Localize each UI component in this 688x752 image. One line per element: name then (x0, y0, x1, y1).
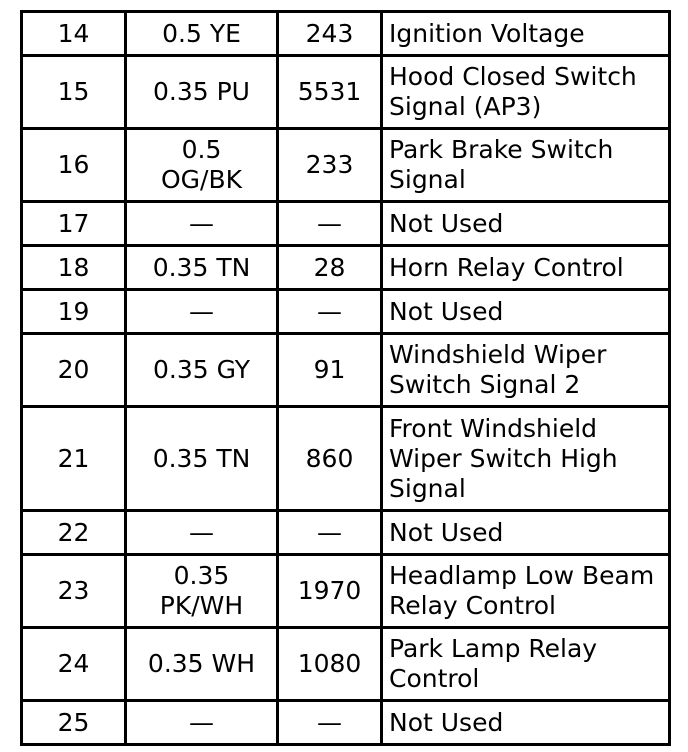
function-line: Not Used (389, 296, 504, 326)
circuit-number-cell: — (278, 701, 382, 745)
table-row (22, 407, 670, 511)
pin-number-cell: 20 (22, 334, 126, 407)
wire-line: — (189, 707, 214, 737)
wire-size-color-cell (126, 511, 278, 555)
wire-size-color-cell (126, 701, 278, 745)
wire-size-color-cell (126, 56, 278, 129)
pin-number-cell: 19 (22, 290, 126, 334)
wire-size-color-cell (126, 628, 278, 701)
function-line: Hood Closed Switch (389, 62, 637, 91)
function-line: Park Brake Switch (389, 135, 614, 164)
table-row (22, 511, 670, 555)
table-row (22, 246, 670, 290)
function-cell (382, 12, 670, 56)
table-row (22, 56, 670, 129)
function-line: Signal (389, 165, 466, 194)
function-cell (382, 628, 670, 701)
function-line: Not Used (389, 707, 504, 737)
wire-size-color-cell (126, 129, 278, 202)
table-row (22, 202, 670, 246)
wire-line: OG/BK (160, 165, 243, 194)
wire-line: 0.35 TN (152, 252, 251, 282)
function-cell (382, 511, 670, 555)
function-line: Not Used (389, 517, 504, 547)
circuit-number-cell: 28 (278, 246, 382, 290)
circuit-number-cell: — (278, 511, 382, 555)
table-row (22, 334, 670, 407)
pin-number-cell: 18 (22, 246, 126, 290)
wire-size-color-cell (126, 12, 278, 56)
function-line: Not Used (389, 208, 504, 238)
pin-number-cell: 14 (22, 12, 126, 56)
wire-size-color-cell (126, 202, 278, 246)
function-line: Switch Signal 2 (389, 370, 581, 399)
wire-size-color-cell (126, 407, 278, 511)
wire-line: 0.35 PU (153, 77, 250, 106)
pin-number-cell: 24 (22, 628, 126, 701)
function-cell (382, 202, 670, 246)
pin-number-cell: 17 (22, 202, 126, 246)
function-cell (382, 56, 670, 129)
function-line: Wiper Switch High (389, 443, 618, 473)
function-cell (382, 246, 670, 290)
function-cell (382, 129, 670, 202)
wire-line: — (189, 296, 214, 326)
circuit-number-cell: 5531 (278, 56, 382, 129)
wire-line: 0.35 GY (152, 355, 250, 384)
wire-line: — (189, 517, 214, 547)
wire-line: — (189, 208, 214, 238)
wire-size-color-cell (126, 290, 278, 334)
wire-line: 0.35 (173, 561, 230, 590)
pin-number-cell: 21 (22, 407, 126, 511)
circuit-number-cell: — (278, 202, 382, 246)
table-row (22, 129, 670, 202)
wire-size-color-cell (126, 555, 278, 628)
circuit-number-cell: 233 (278, 129, 382, 202)
pin-number-cell: 23 (22, 555, 126, 628)
wire-line: 0.35 WH (147, 649, 256, 678)
wire-line: PK/WH (159, 591, 244, 620)
function-line: Park Lamp Relay (389, 634, 598, 663)
function-cell (382, 334, 670, 407)
function-line: Front Windshield (389, 413, 598, 443)
wire-line: 0.5 (181, 135, 222, 164)
function-line: Signal (389, 473, 466, 503)
wire-line: 0.35 TN (152, 443, 251, 473)
wire-size-color-cell (126, 246, 278, 290)
function-line: Ignition Voltage (389, 18, 585, 48)
circuit-number-cell: 860 (278, 407, 382, 511)
pin-number-cell: 25 (22, 701, 126, 745)
circuit-number-cell: 1080 (278, 628, 382, 701)
wire-size-color-cell (126, 334, 278, 407)
function-line: Headlamp Low Beam (389, 561, 655, 590)
function-cell (382, 701, 670, 745)
pin-number-cell: 16 (22, 129, 126, 202)
table-row (22, 701, 670, 745)
circuit-number-cell: 243 (278, 12, 382, 56)
pin-number-cell: 15 (22, 56, 126, 129)
table-row (22, 555, 670, 628)
table-row (22, 628, 670, 701)
pin-number-cell: 22 (22, 511, 126, 555)
table-row (22, 290, 670, 334)
wire-line: 0.5 YE (162, 18, 241, 48)
function-cell (382, 290, 670, 334)
connector-pinout-table (20, 10, 671, 746)
function-cell (382, 555, 670, 628)
function-line: Control (389, 664, 480, 693)
function-line: Windshield Wiper (389, 340, 607, 369)
function-line: Horn Relay Control (389, 252, 624, 282)
circuit-number-cell: 91 (278, 334, 382, 407)
circuit-number-cell: 1970 (278, 555, 382, 628)
table-row (22, 12, 670, 56)
circuit-number-cell: — (278, 290, 382, 334)
function-line: Relay Control (389, 591, 557, 620)
function-cell (382, 407, 670, 511)
function-line: Signal (AP3) (389, 92, 542, 121)
